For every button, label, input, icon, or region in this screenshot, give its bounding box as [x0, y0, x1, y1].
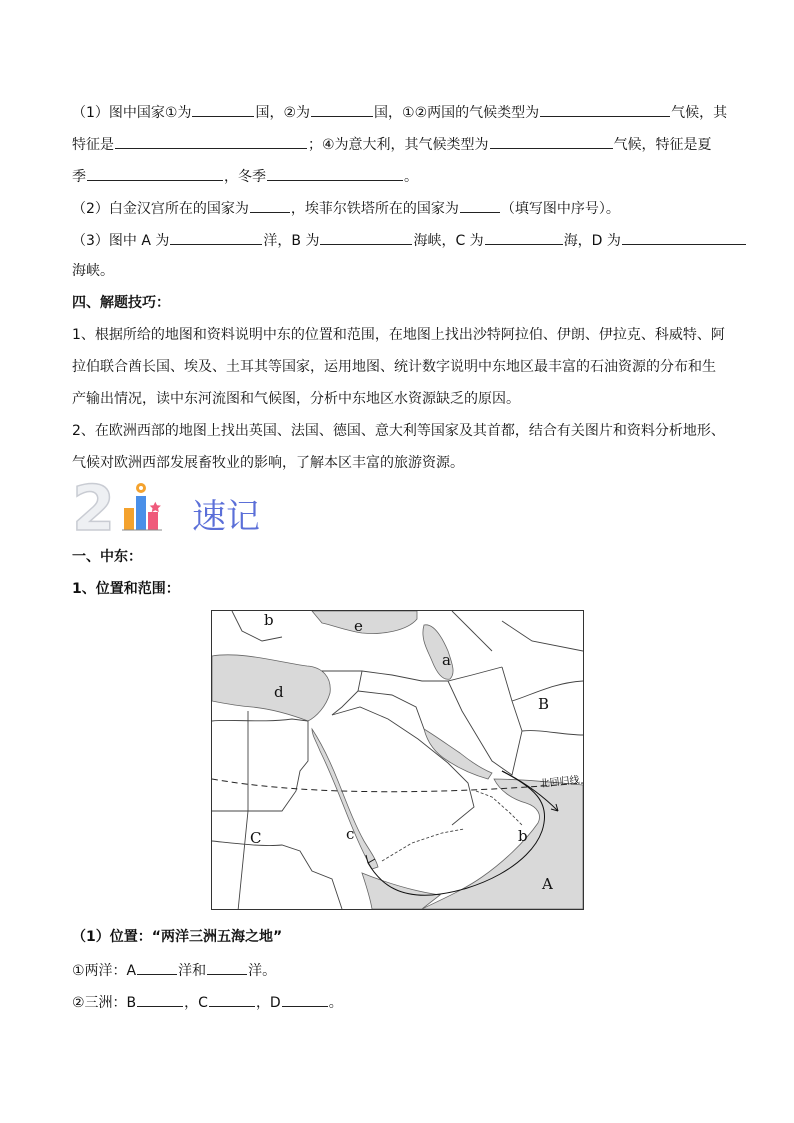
- answer-blank[interactable]: [622, 230, 746, 245]
- pakistan-border: [522, 731, 583, 735]
- two-oceans-text: 洋。: [248, 963, 277, 979]
- two-oceans-line: [72, 960, 276, 980]
- answer-blank[interactable]: [137, 960, 177, 975]
- q1-text: 。: [404, 169, 418, 185]
- label-tropic: 北回归线: [539, 774, 581, 790]
- answer-blank[interactable]: [311, 102, 373, 117]
- central-asia-border: [502, 621, 583, 651]
- tips-heading: 四、解题技巧：: [72, 295, 170, 311]
- answer-blank[interactable]: [460, 198, 500, 213]
- section-number: 2: [72, 478, 116, 538]
- answer-blank[interactable]: [207, 960, 247, 975]
- bar-chart-icon: [122, 483, 162, 530]
- label-C: C: [250, 829, 262, 847]
- q1-text: 国，②为: [255, 105, 311, 121]
- answer-blank[interactable]: [540, 102, 670, 117]
- q1-text: 季: [72, 169, 86, 185]
- q3-text: 海峡，C 为: [413, 233, 484, 249]
- answer-blank[interactable]: [250, 198, 290, 213]
- tips-paragraph-1-line-2: 拉伯联合酋长国、埃及、土耳其等国家，运用地图、统计数字说明中东地区最丰富的石油资源的分布和生: [72, 359, 716, 375]
- sea-areas: [212, 611, 583, 909]
- two-oceans-text: 洋和: [178, 963, 207, 979]
- answer-blank[interactable]: [115, 134, 307, 149]
- q3-text: 海峡。: [72, 263, 114, 279]
- tips-paragraph-2-line-2: 气候对欧洲西部发展畜牧业的影响，了解本区丰富的旅游资源。: [72, 455, 464, 471]
- answer-blank[interactable]: [485, 230, 563, 245]
- q1-text: 气候，特征是夏: [613, 137, 712, 153]
- answer-blank[interactable]: [320, 230, 412, 245]
- question-1-line-2: [72, 134, 712, 154]
- answer-blank[interactable]: [267, 166, 403, 181]
- tips-paragraph-2-line-1: 2、在欧洲西部的地图上找出英国、法国、德国、意大利等国家及其首都，结合有关图片和资料分析地形、: [72, 423, 725, 439]
- two-oceans-text: ①两洋：A: [72, 963, 137, 979]
- label-c: c: [346, 825, 355, 843]
- three-continents-line: [72, 992, 343, 1012]
- position-title: （1）位置：“两洋三洲五海之地”: [72, 929, 283, 945]
- yemen-border: [382, 829, 464, 861]
- section-2-heading: [72, 478, 372, 538]
- label-A: A: [542, 875, 553, 893]
- q2-text: （2）白金汉宫所在的国家为: [72, 201, 249, 217]
- middle-east-map-svg: [212, 611, 583, 909]
- three-continents-text: 。: [328, 995, 343, 1011]
- saudi-border: [332, 707, 474, 825]
- label-B: B: [538, 695, 550, 713]
- label-d: d: [274, 683, 284, 701]
- libya-sudan-border: [238, 711, 248, 909]
- q3-text: （3）图中 A 为: [72, 233, 170, 249]
- question-1-line-3: [72, 166, 418, 186]
- section-2-heading-graphic: [72, 478, 372, 538]
- q1-text: （1）图中国家①为: [72, 105, 192, 121]
- syria-border: [332, 671, 362, 715]
- q3-text: 海，D 为: [563, 233, 621, 249]
- gulf-of-aden: [362, 873, 440, 909]
- mediterranean-sea: [212, 655, 330, 721]
- q1-text: 特征是: [72, 137, 114, 153]
- caucasus-border: [452, 611, 492, 651]
- question-2: [72, 198, 620, 218]
- tips-paragraph-1-line-1: 1、根据所给的地图和资料说明中东的位置和范围，在地图上找出沙特阿拉伯、伊朗、伊拉克、科威特、阿: [72, 327, 725, 343]
- q1-text: ；④为意大利，其气候类型为: [308, 137, 489, 153]
- answer-blank[interactable]: [490, 134, 613, 149]
- answer-blank[interactable]: [87, 166, 223, 181]
- turkey-south-border: [322, 667, 502, 681]
- q1-text: ，冬季: [224, 169, 266, 185]
- question-1-line-1: [72, 102, 727, 122]
- label-a: a: [442, 651, 451, 669]
- q2-text: （填写图中序号）。: [500, 201, 620, 217]
- three-continents-text: ②三洲：B: [72, 995, 137, 1011]
- answer-blank[interactable]: [209, 992, 255, 1007]
- answer-blank[interactable]: [282, 992, 328, 1007]
- answer-blank[interactable]: [170, 230, 262, 245]
- q3-text: 洋，B 为: [263, 233, 320, 249]
- answer-blank[interactable]: [192, 102, 254, 117]
- persian-gulf: [424, 729, 492, 779]
- three-continents-text: ，D: [255, 995, 281, 1011]
- q1-text: 国，①②两国的气候类型为: [374, 105, 540, 121]
- egypt-libya-border: [212, 719, 308, 811]
- label-b: b: [518, 827, 528, 845]
- map-labels: [250, 611, 553, 893]
- q2-text: ，埃菲尔铁塔所在的国家为: [290, 201, 459, 217]
- section-title: 速记: [192, 497, 260, 537]
- arabian-sea: [422, 779, 583, 909]
- label-upper-b: b: [264, 611, 274, 629]
- three-continents-text: ，C: [184, 995, 208, 1011]
- label-e: e: [354, 617, 363, 635]
- question-3-line-1: [72, 230, 747, 250]
- middle-east-map: [211, 610, 584, 910]
- red-sea: [312, 729, 378, 869]
- sudan-border: [212, 841, 342, 909]
- black-sea: [312, 611, 417, 633]
- balkan-coast: [232, 611, 282, 641]
- q1-text: 气候，其: [671, 105, 728, 121]
- answer-blank[interactable]: [137, 992, 183, 1007]
- tips-paragraph-1-line-3: 产输出情况，读中东河流图和气候图，分析中东地区水资源缺乏的原因。: [72, 391, 520, 407]
- location-subheading: 1、位置和范围：: [72, 581, 180, 597]
- question-3-line-2: [72, 262, 114, 280]
- middle-east-heading: 一、中东：: [72, 549, 142, 565]
